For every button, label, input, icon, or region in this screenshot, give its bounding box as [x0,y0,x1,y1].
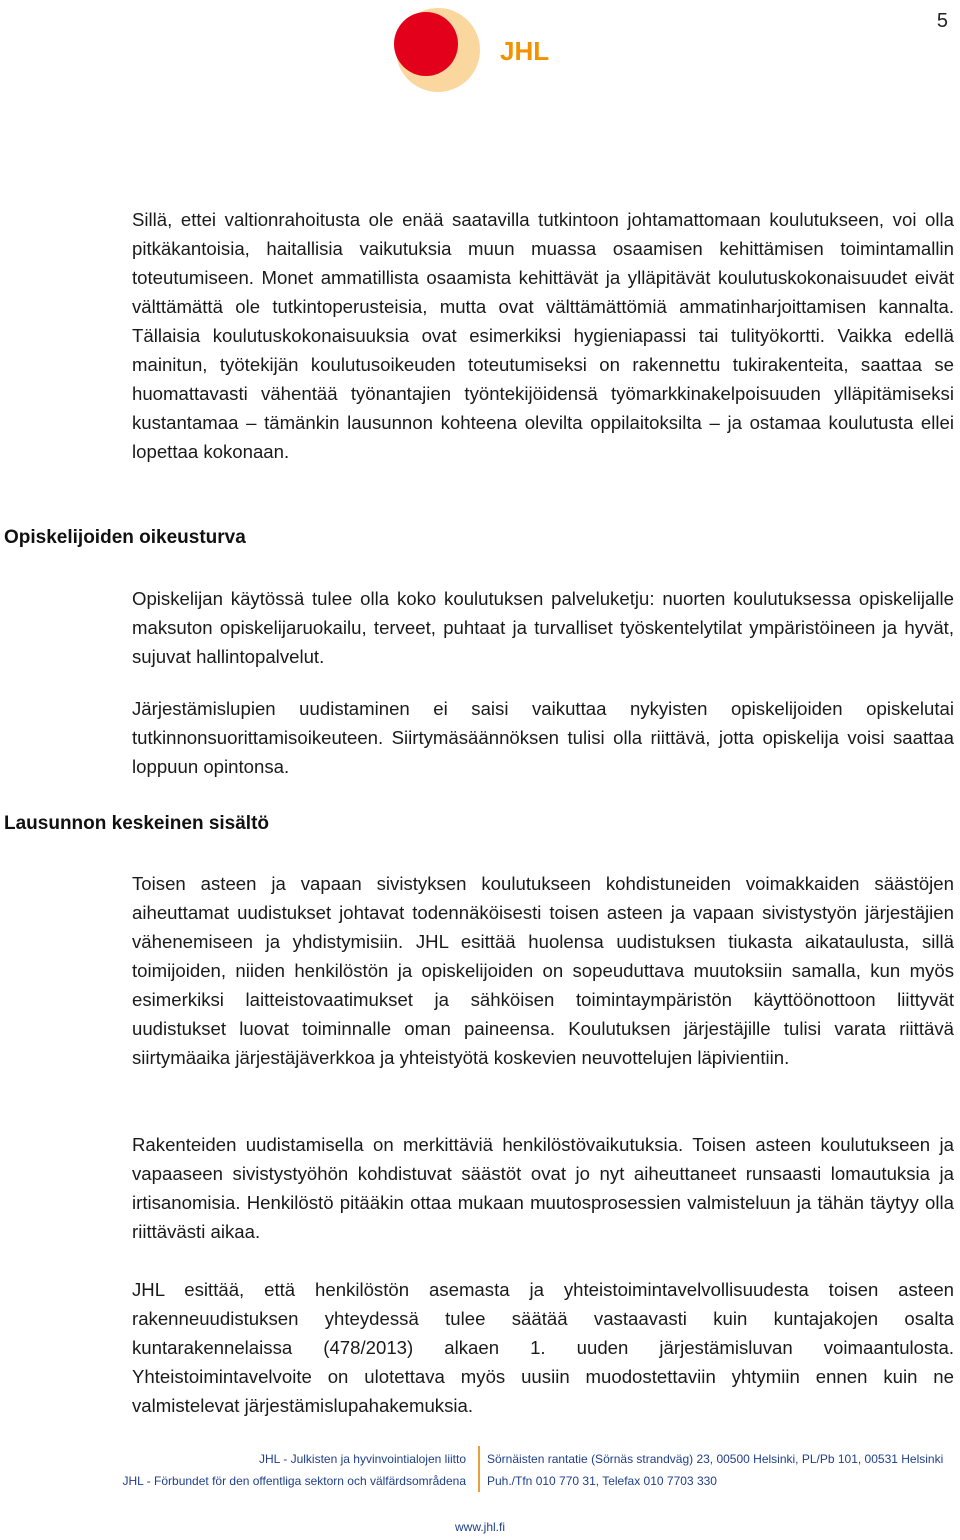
jhl-logo [386,4,576,94]
footer-phone: Puh./Tfn 010 770 31, Telefax 010 7703 330 [487,1474,717,1488]
paragraph-service-chain: Opiskelijan käytössä tulee olla koko koulutuksen palveluketju: nuorten koulutuksessa opiskelijalle maksuton opiskelijaruokailu, terveet, puhtaat ja turvalliset työskentelytilat ympäristöineen ja hyvät, sujuvat hallintopalvelut. [132,588,954,667]
footer-address: Sörnäisten rantatie (Sörnäs strandväg) 23, 00500 Helsinki, PL/Pb 101, 00531 Helsinki [487,1452,944,1466]
heading-student-rights: Opiskelijoiden oikeusturva [4,527,246,548]
logo-text: JHL [500,36,550,66]
footer-union-name-sv: JHL - Förbundet för den offentliga sektorn och välfärdsområdena [122,1474,466,1488]
heading-main-content: Lausunnon keskeinen sisältö [4,813,270,834]
paragraph-savings-reforms: Toisen asteen ja vapaan sivistyksen koulutukseen kohdistuneiden voimakkaiden säästöjen aiheuttamat uudistukset johtavat todennäköisesti toisen asteen ja vapaan sivistystyön järjestäjien vähenemiseen ja yhdistymisiin. JHL esittää huolensa uudistuksen tiukasta aikataulusta, sillä toimijoiden, niiden henkilöstön ja opiskelijoiden on sopeuduttava muutoksiin samalla, kun myös esimerkiksi laitteistovaatimukset ja sähköisen toimintaympäristön käyttöönottoon liittyvät uudistukset luovat toiminnalle oman paineensa. Koulutuksen järjestäjille tulisi varata riittävä siirtymäaika järjestäjäverkkoa ja yhteistyötä koskevien neuvottelujen läpivientiin. [132,873,954,1068]
footer-union-name-fi: JHL - Julkisten ja hyvinvointialojen liitto [259,1452,466,1466]
paragraph-cooperation-duty: JHL esittää, että henkilöstön asemasta ja yhteistoimintavelvollisuudesta toisen asteen rakenneuudistuksen yhteydessä tulee säätää vastaavasti kuin kuntajakojen osalta kuntarakennelaissa (478/2013) alkaen 1. uuden järjestämisluvan voimaantulosta. Yhteistoimintavelvoite on ulotettava myös uusiin muodostettaviin yhtymiin ennen kuin ne valmistelevat järjestämislupahakemuksia. [132,1279,954,1416]
paragraph-licence-renewal: Järjestämislupien uudistaminen ei saisi vaikuttaa nykyisten opiskelijoiden opiskelutai tutkinnonsuorittamisoikeuteen. Siirtymäsäännöksen tulisi olla riittävä, jotta opiskelija voisi saattaa loppuun opintonsa. [132,698,954,777]
paragraph-personnel-effects: Rakenteiden uudistamisella on merkittäviä henkilöstövaikutuksia. Toisen asteen koulutukseen ja vapaaseen sivistystyöhön kohdistuvat säästöt ovat jo nyt aiheuttaneet runsaasti lomautuksia ja irtisanomisia. Henkilöstö pitääkin ottaa mukaan muutosprosessien valmisteluun ja tähän täytyy olla riittävästi aikaa. [132,1134,954,1242]
footer-website-link[interactable]: www.jhl.fi [454,1520,505,1534]
page-number: 5 [936,10,948,32]
footer-divider [478,1446,480,1492]
paragraph-training-funding: Sillä, ettei valtionrahoitusta ole enää saatavilla tutkintoon johtamattomaan koulutukseen, voi olla pitkäkantoisia, haitallisia vaikutuksia muun muassa osaamisen kehittämisen toimintamallin toteutumiseen. Monet ammatillista osaamista kehittävät ja ylläpitävät koulutuskokonaisuudet eivät välttämättä ole tutkintoperusteisia, mutta ovat välttämättömiä ammatinharjoittamisen kannalta. Tällaisia koulutuskokonaisuuksia ovat esimerkiksi hygieniapassi tai tulityökortti. Vaikka edellä mainitun, työtekijän koulutusoikeuden toteutumiseksi on rakennettu tukirakenteita, saattaa se huomattavasti vähentää työnantajien työntekijöidensä työmarkkinakelpoisuuden ylläpitämiseksi kustantamaa – tämänkin lausunnon kohteena olevilta oppilaitoksilta – ja ostamaa koulutusta ellei lopettaa kokonaan. [132,209,954,462]
